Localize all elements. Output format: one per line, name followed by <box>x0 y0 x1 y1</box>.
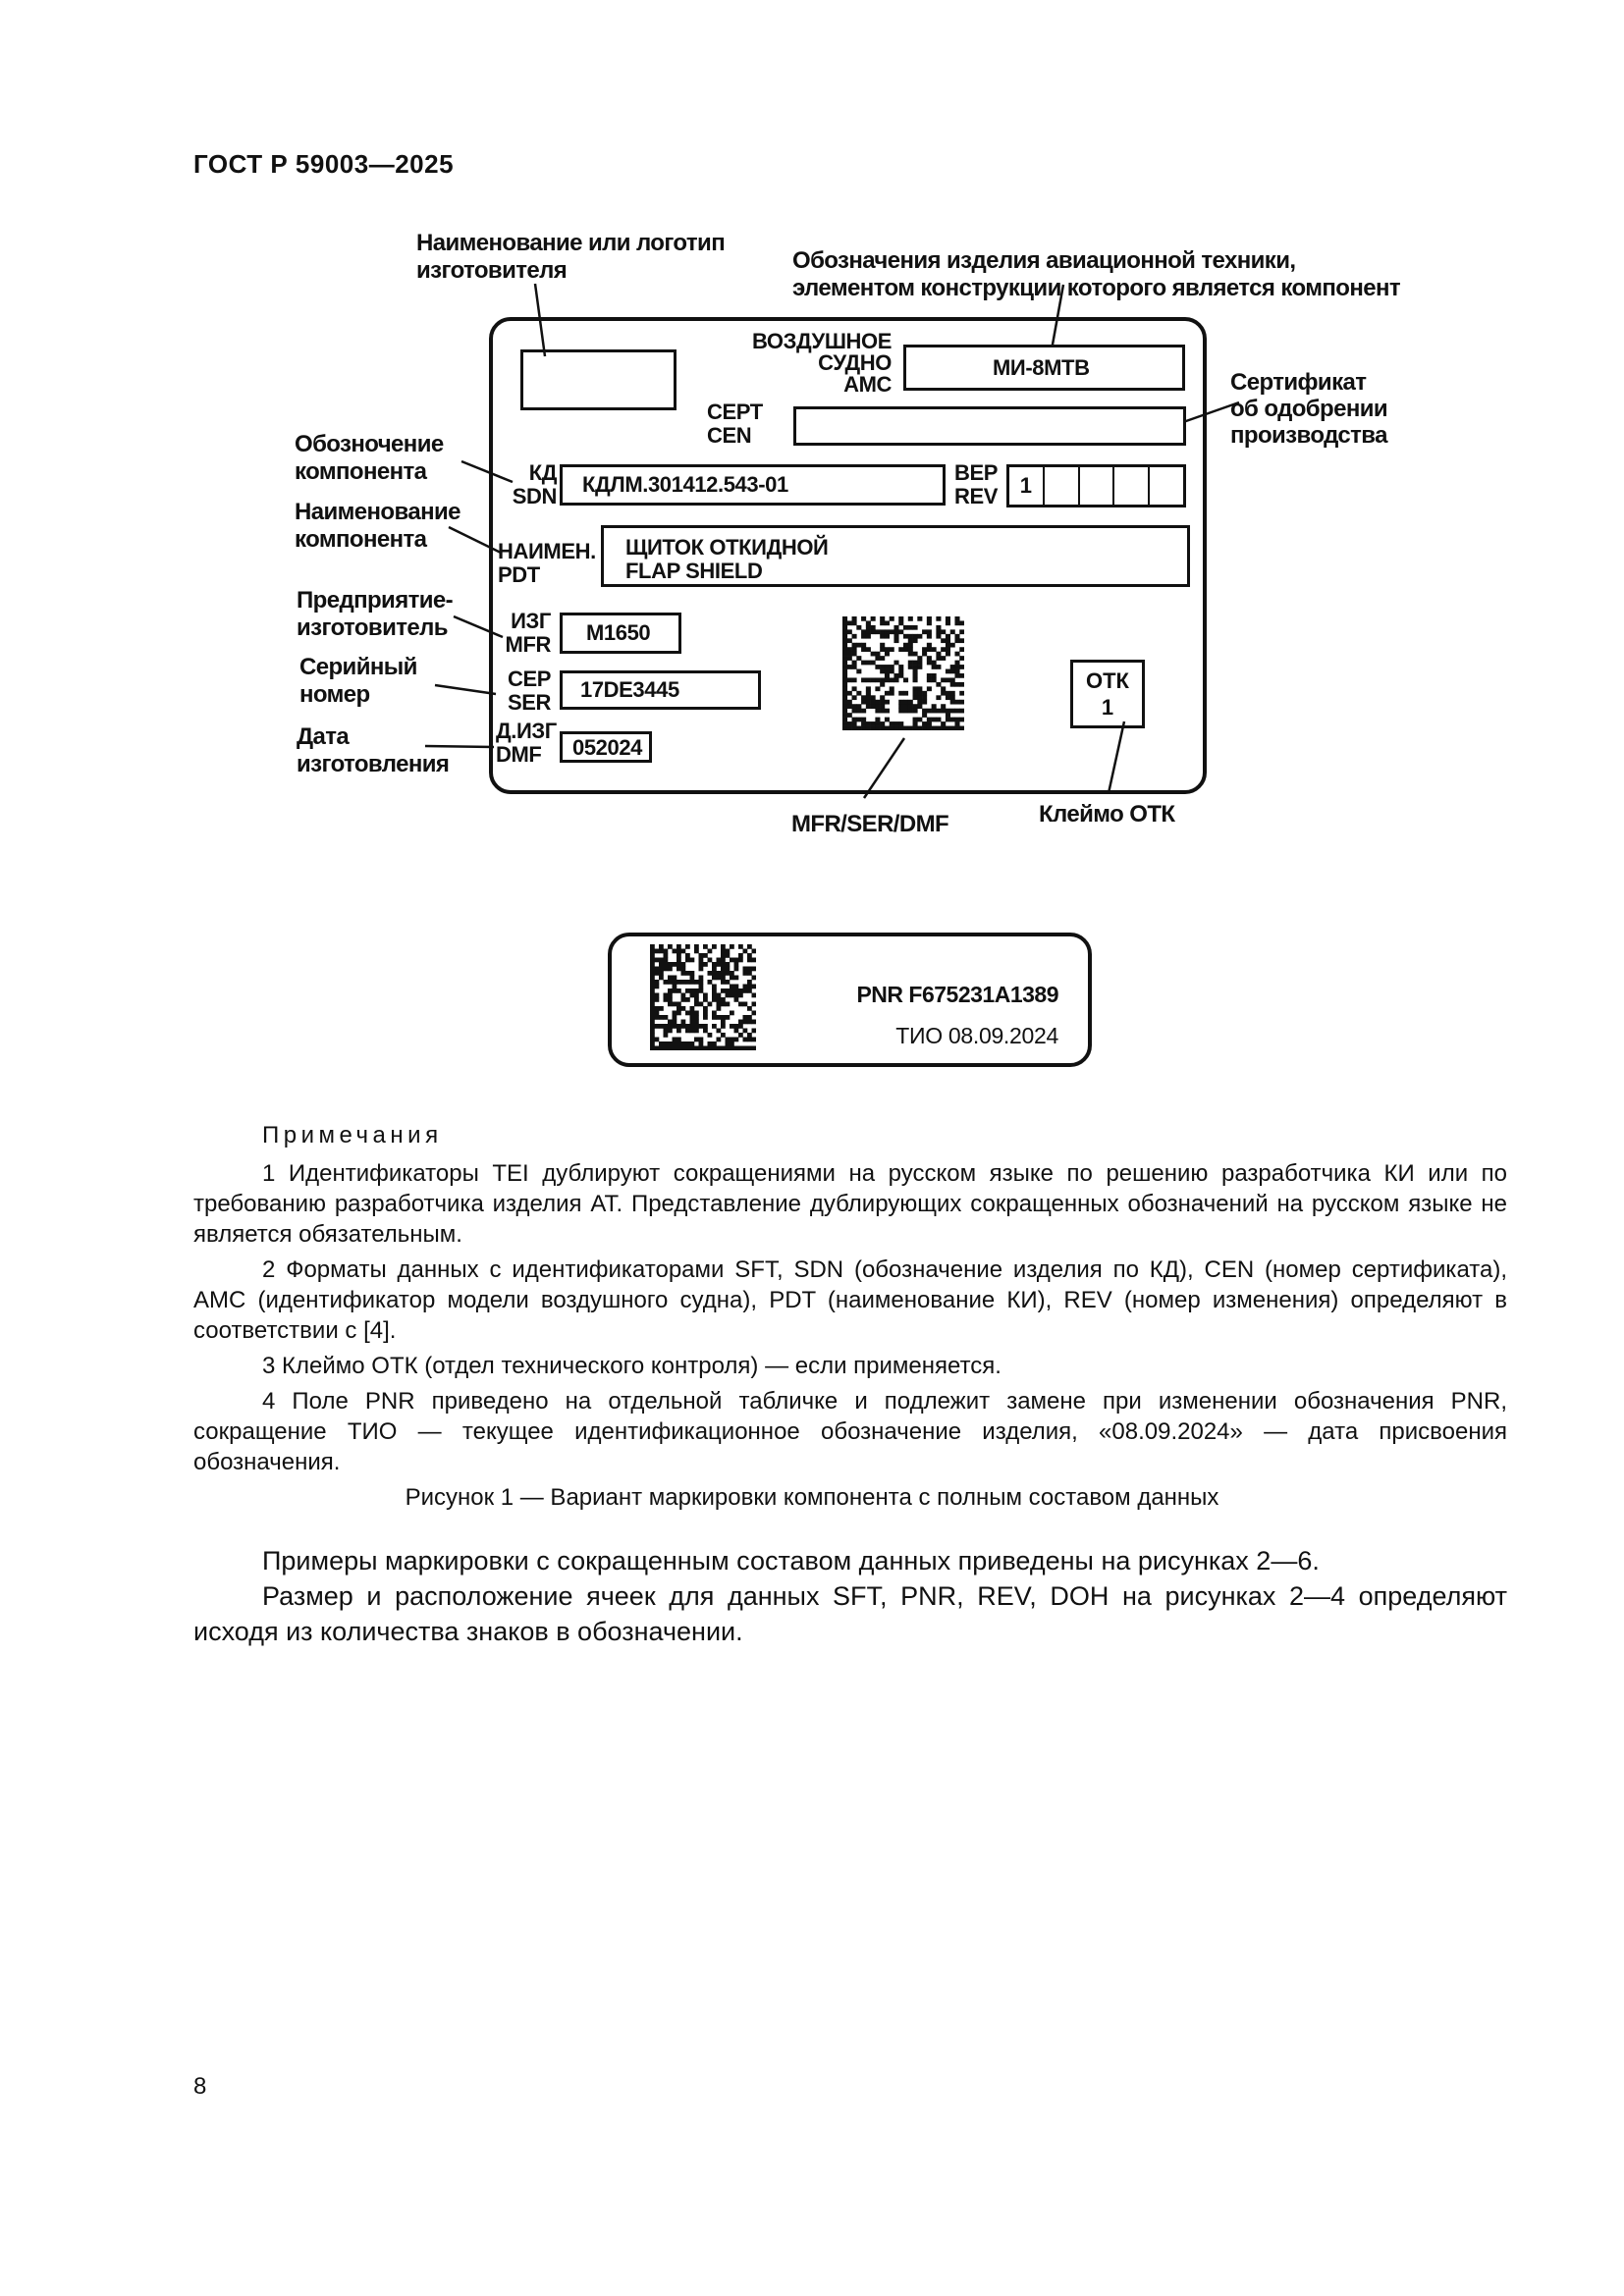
mfr-field: M1650 <box>560 613 681 654</box>
rev-cell <box>1045 467 1080 505</box>
rev-cells <box>1006 464 1186 507</box>
pnr-text: PNR F675231A1389 <box>856 982 1058 1007</box>
ser-field: 17DE3445 <box>560 670 761 710</box>
callout-name: Наименование компонента <box>295 499 460 553</box>
callout-logo: Наименование или логотип изготовителя <box>416 230 726 284</box>
callout-aircraft: Обозначения изделия авиационной техники, элементом конструкции которого является компонент <box>792 247 1401 301</box>
aircraft-label: ВОЗДУШНОЕ СУДНО АМС <box>751 329 892 397</box>
tio-text: ТИО 08.09.2024 <box>895 1023 1058 1048</box>
callout-date: Дата изготовления <box>297 723 450 777</box>
pdt-field: ЩИТОК ОТКИДНОЙ FLAP SHIELD <box>601 525 1190 587</box>
cert-field <box>793 406 1186 446</box>
rev-cell <box>1080 467 1115 505</box>
rev-cell: 1 <box>1009 467 1045 505</box>
mfr-label: ИЗГ MFR <box>505 609 551 657</box>
otk-box: ОТК 1 <box>1070 660 1145 728</box>
figure-caption: Рисунок 1 — Вариант маркировки компонента с полным составом данных <box>405 1484 1219 1511</box>
callout-designation: Обозночение компонента <box>295 431 444 485</box>
document-header: ГОСТ Р 59003—2025 <box>193 149 455 179</box>
cert-label: СЕРТ CEN <box>707 400 763 448</box>
datamatrix-code <box>650 944 756 1050</box>
sdn-label: КД SDN <box>512 460 557 508</box>
datamatrix-code <box>842 616 964 730</box>
body-text <box>193 1543 1507 1649</box>
sdn-field: КДЛМ.301412.543-01 <box>560 464 946 506</box>
note-item: 3 Клеймо ОТК (отдел технического контроля) — если применяется. <box>262 1353 1001 1379</box>
rev-label: ВЕР REV <box>954 460 999 508</box>
notes-title: Примечания <box>262 1122 443 1148</box>
dmf-label: Д.ИЗГ DMF <box>496 719 557 767</box>
callout-manufacturer: Предприятие- изготовитель <box>297 587 454 641</box>
dmf-field: 052024 <box>560 731 652 763</box>
notes-list <box>193 1158 1507 1477</box>
body-paragraph: Примеры маркировки с сокращенным составом данных приведены на рисунках 2—6. <box>262 1546 1320 1575</box>
callout-otk-stamp: Клеймо ОТК <box>1039 801 1175 828</box>
callout-serial: Серийный номер <box>299 654 417 708</box>
callout-datamatrix: MFR/SER/DMF <box>791 811 949 837</box>
body-paragraph: Размер и расположение ячеек для данных SFT, PNR, REV, DOH на рисунках 2—4 определяют исходя из количества знаков в обозначении. <box>193 1581 1507 1646</box>
page-number: 8 <box>193 2073 207 2100</box>
note-item: 1 Идентификаторы TEI дублируют сокращениями на русском языке по решению разработчика КИ или по требованию разработчика изделия АТ. Представление дублирующих сокращенных обозначений на русском языке не является обязательным. <box>193 1160 1507 1248</box>
callout-certificate: Сертификат об одобрении производства <box>1230 369 1388 449</box>
ser-label: СЕР SER <box>507 667 551 715</box>
rev-cell <box>1150 467 1183 505</box>
note-item: 4 Поле PNR приведено на отдельной табличке и подлежит замене при изменении обозначения PNR, сокращение ТИО — текущее идентификационное обозначение изделия, «08.09.2024» — дата присвоения обозначения. <box>193 1388 1507 1475</box>
rev-cell <box>1114 467 1150 505</box>
pdt-label: НАИМЕН. PDT <box>498 539 596 587</box>
note-item: 2 Форматы данных с идентификаторами SFT, SDN (обозначение изделия по КД), CEN (номер сертификата), АМС (идентификатор модели воздушного судна), PDT (наименование КИ), REV (номер изменения) определяют в соответствии с [4]. <box>193 1256 1507 1344</box>
aircraft-field: МИ-8МТВ <box>903 345 1185 391</box>
logo-box <box>520 349 677 410</box>
